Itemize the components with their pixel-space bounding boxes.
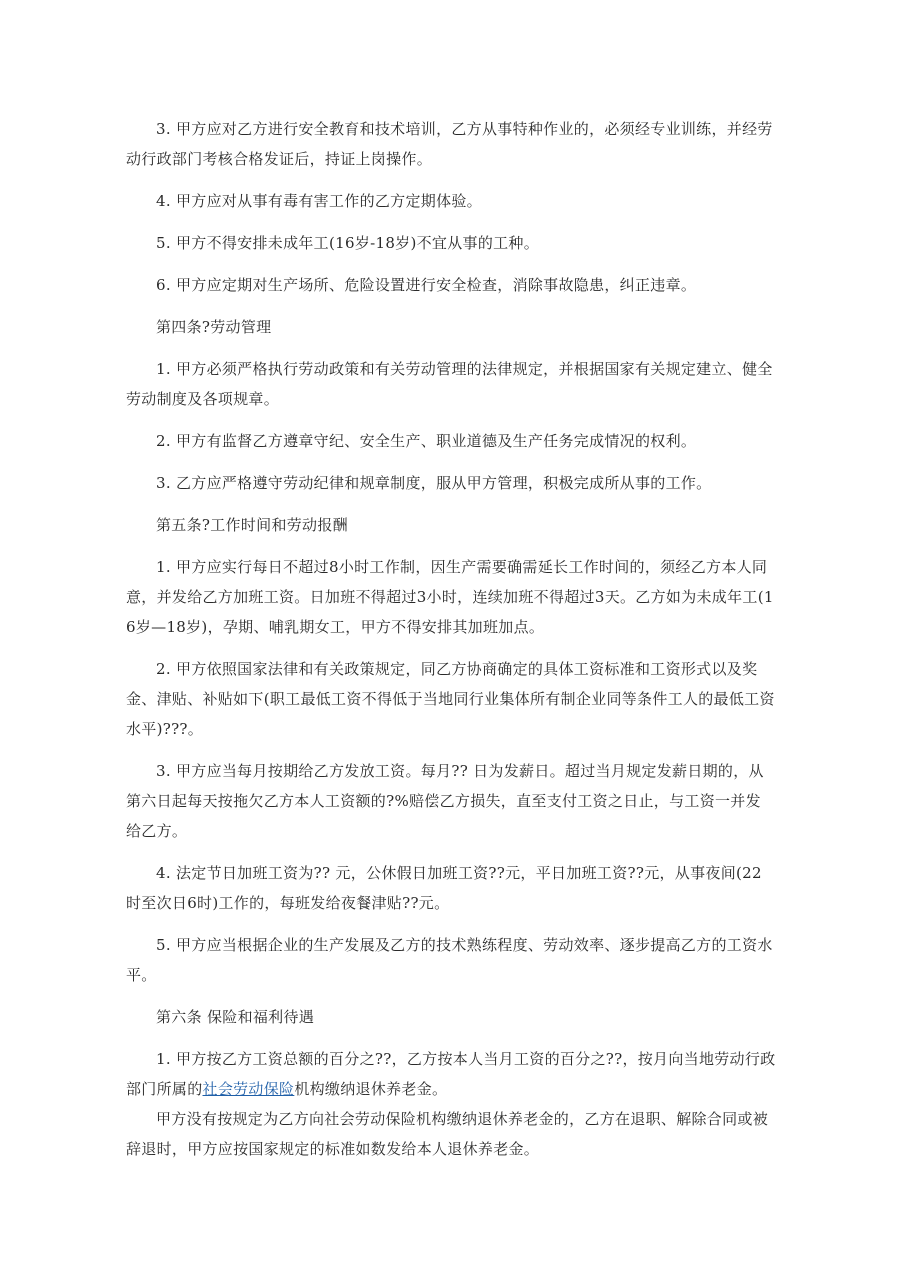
clause-3-item-3: 3. 甲方应对乙方进行安全教育和技术培训，乙方从事特种作业的，必须经专业训练，并经劳动行政部门考核合格发证后，持证上岗操作。 [126,120,773,168]
clause-4-item-1: 1. 甲方必须严格执行劳动政策和有关劳动管理的法律规定，并根据国家有关规定建立、健全劳动制度及各项规章。 [126,360,773,408]
clause-3-item-5: 5. 甲方不得安排未成年工(16岁-18岁)不宜从事的工种。 [156,234,540,252]
clause-6-item-1-text-after: 机构缴纳退休养老金。 [294,1080,448,1098]
clause-5-item-4: 4. 法定节日加班工资为?? 元，公休假日加班工资??元，平日加班工资??元，从事夜间(22时至次日6时)工作的，每班发给夜餐津贴??元。 [126,864,762,912]
clause-5-item-3: 3. 甲方应当每月按期给乙方发放工资。每月?? 日为发薪日。超过当月规定发薪日期的，从第六日起每天按拖欠乙方本人工资额的?%赔偿乙方损失，直至支付工资之日止，与工资一并发给乙方。 [126,762,764,840]
clause-4-item-3: 3. 乙方应严格遵守劳动纪律和规章制度，服从甲方管理，积极完成所从事的工作。 [156,474,712,492]
clause-6-item-1-text-before: 1. 甲方按乙方工资总额的百分之??，乙方按本人当月工资的百分之??，按月向当地劳动行政部门所属的 [126,1050,776,1098]
clause-4-item-2: 2. 甲方有监督乙方遵章守纪、安全生产、职业道德及生产任务完成情况的权利。 [156,432,697,450]
clause-5-heading: 第五条?工作时间和劳动报酬 [156,516,348,534]
clause-4-heading: 第四条?劳动管理 [156,318,272,336]
clause-5-item-5: 5. 甲方应当根据企业的生产发展及乙方的技术熟练程度、劳动效率、逐步提高乙方的工资水平。 [126,936,773,984]
clause-3-item-6: 6. 甲方应定期对生产场所、危险设置进行安全检查，消除事故隐患，纠正违章。 [156,276,697,294]
clause-6-heading: 第六条 保险和福利待遇 [156,1008,315,1026]
clause-3-item-4: 4. 甲方应对从事有毒有害工作的乙方定期体验。 [156,192,482,210]
clause-6-item-1 [126,1044,776,1104]
document-body [126,114,776,1176]
clause-5-item-1: 1. 甲方应实行每日不超过8小时工作制，因生产需要确需延长工作时间的，须经乙方本人同意，并发给乙方加班工资。日加班不得超过3小时，连续加班不得超过3天。乙方如为未成年工(16岁—18岁)，孕期、哺乳期女工，甲方不得安排其加班加点。 [126,558,774,636]
clause-5-item-2: 2. 甲方依照国家法律和有关政策规定，同乙方协商确定的具体工资标准和工资形式以及奖金、津贴、补贴如下(职工最低工资不得低于当地同行业集体所有制企业同等条件工人的最低工资水平)???。 [126,660,775,738]
social-labor-insurance-link[interactable]: 社会劳动保险 [202,1080,295,1098]
clause-6-item-2: 甲方没有按规定为乙方向社会劳动保险机构缴纳退休养老金的，乙方在退职、解除合同或被辞退时，甲方应按国家规定的标准如数发给本人退休养老金。 [126,1110,769,1158]
